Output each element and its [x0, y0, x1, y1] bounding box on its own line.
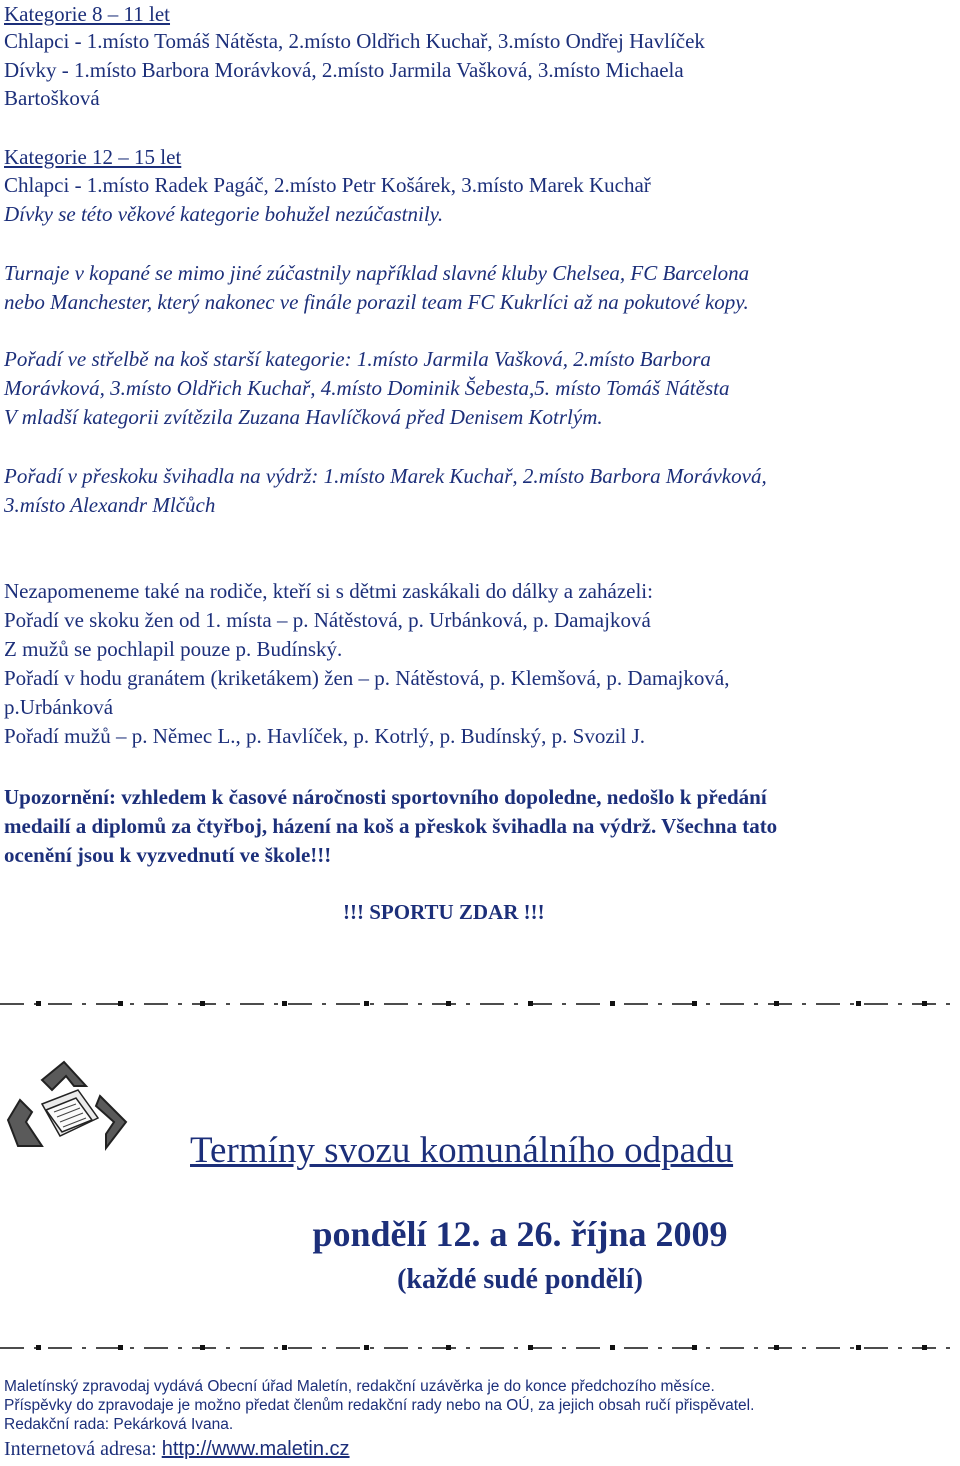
notice-line3: ocenění jsou k vyzvednutí ve škole!!! — [4, 843, 332, 867]
basket-paragraph-line1: Pořadí ve střelbě na koš starší kategorie: 1.místo Jarmila Vašková, 2.místo Barbora — [4, 347, 711, 371]
sport-cheer: !!! SPORTU ZDAR !!! — [343, 900, 545, 924]
notice-line1: Upozornění: vzhledem k časové náročnosti sportovního dopoledne, nedošlo k předání — [4, 785, 767, 809]
category-1-girls-cont: Bartošková — [4, 86, 100, 110]
decorative-divider-top — [0, 998, 960, 1010]
category-1-boys: Chlapci - 1.místo Tomáš Nátěsta, 2.místo Oldřich Kuchař, 3.místo Ondřej Havlíček — [4, 29, 705, 53]
category-2-girls: Dívky se této věkové kategorie bohužel nezúčastnily. — [4, 202, 444, 226]
notice-line2: medailí a diplomů za čtyřboj, házení na koš a přeskok švihadla na výdrž. Všechna tato — [4, 814, 778, 838]
category-2-boys: Chlapci - 1.místo Radek Pagáč, 2.místo Petr Košárek, 3.místo Marek Kuchař — [4, 173, 651, 197]
basket-paragraph-line2: Morávková, 3.místo Oldřich Kuchař, 4.místo Dominik Šebesta,5. místo Tomáš Nátěsta — [4, 376, 730, 400]
website-link[interactable]: http://www.maletin.cz — [161, 1438, 350, 1460]
parents-grenade-women-cont: p.Urbánková — [4, 695, 114, 719]
rope-paragraph-line2: 3.místo Alexandr Mlčůch — [4, 493, 216, 517]
parents-intro: Nezapomeneme také na rodiče, kteří si s dětmi zaskákali do dálky a zaházeli: — [4, 579, 653, 603]
category-1-girls: Dívky - 1.místo Barbora Morávková, 2.místo Jarmila Vašková, 3.místo Michaela — [4, 58, 684, 82]
waste-collection-dates: pondělí 12. a 26. října 2009 — [312, 1214, 728, 1254]
rope-paragraph-line1: Pořadí v přeskoku švihadla na výdrž: 1.místo Marek Kuchař, 2.místo Barbora Morávková, — [4, 464, 767, 488]
dash-dot-divider-icon — [0, 1342, 960, 1354]
footer-publisher: Maletínský zpravodaj vydává Obecní úřad Maletín, redakční uzávěrka je do konce předchozího měsíce. — [4, 1378, 715, 1395]
basket-paragraph-line3: V mladší kategorii zvítězila Zuzana Havlíčková před Denisem Kotrlým. — [4, 405, 603, 429]
waste-collection-title: Termíny svozu komunálního odpadu — [190, 1130, 734, 1171]
footer-editorial-board: Redakční rada: Pekárková Ivana. — [4, 1416, 234, 1433]
waste-collection-note: (každé sudé pondělí) — [397, 1264, 643, 1295]
parents-men-ranking: Pořadí mužů – p. Němec L., p. Havlíček, p. Kotrlý, p. Budínský, p. Svozil J. — [4, 724, 646, 748]
parents-men-jump: Z mužů se pochlapil pouze p. Budínský. — [4, 637, 343, 661]
category-1-title: Kategorie 8 – 11 let — [4, 2, 171, 26]
parents-grenade-women: Pořadí v hodu granátem (kriketákem) žen – p. Nátěstová, p. Klemšová, p. Damajková, — [4, 666, 730, 690]
footer-web-address — [4, 1436, 350, 1462]
decorative-divider-bottom — [0, 1342, 960, 1354]
category-2-title: Kategorie 12 – 15 let — [4, 145, 182, 169]
dash-dot-divider-icon — [0, 998, 960, 1010]
football-paragraph-line1: Turnaje v kopané se mimo jiné zúčastnily například slavné kluby Chelsea, FC Barcelona — [4, 261, 750, 285]
football-paragraph-line2: nebo Manchester, který nakonec ve finále porazil team FC Kukrlíci až na pokutové kopy. — [4, 290, 749, 314]
footer-contributions: Příspěvky do zpravodaje je možno předat členům redakční rady nebo na OÚ, za jejich obsah ručí přispěvatel. — [4, 1397, 755, 1414]
parents-long-jump: Pořadí ve skoku žen od 1. místa – p. Nátěstová, p. Urbánková, p. Damajková — [4, 608, 651, 632]
recycle-icon — [2, 1060, 154, 1170]
web-address-label: Internetová adresa: — [4, 1438, 162, 1460]
